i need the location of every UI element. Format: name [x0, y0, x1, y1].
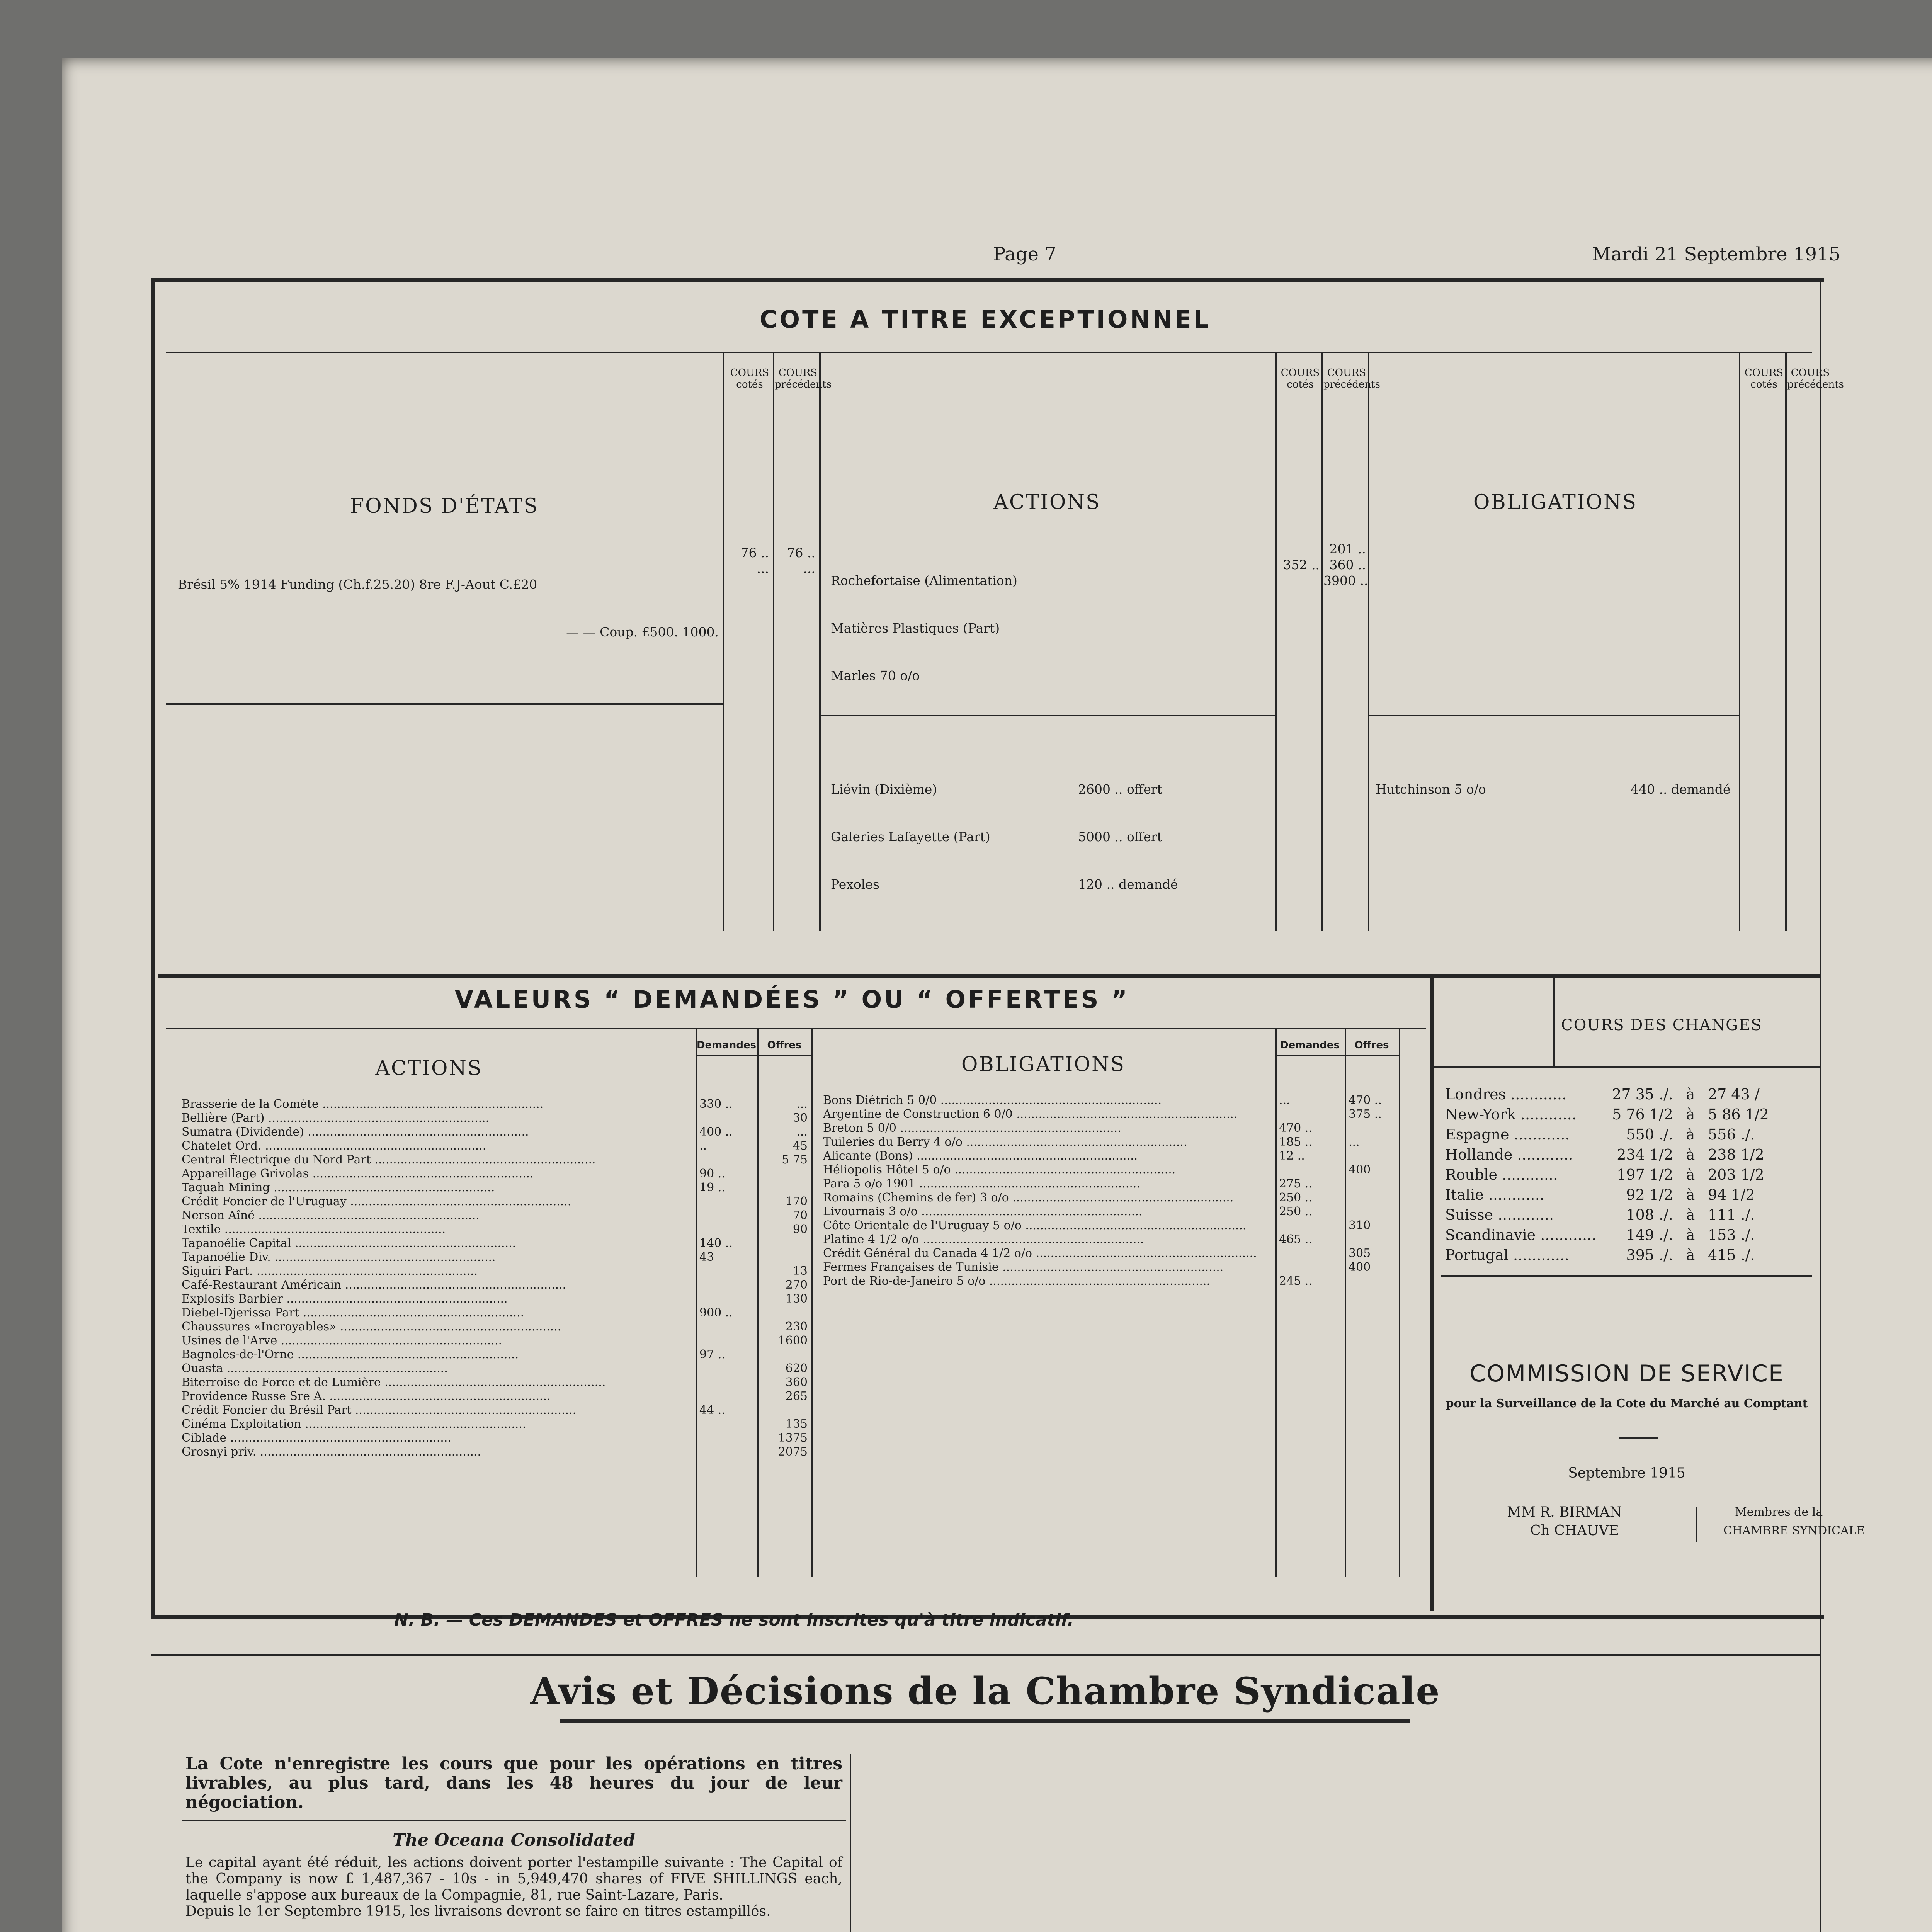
valeur-obligation-demande: 12 ..: [1279, 1149, 1305, 1163]
cours-label: COURS: [730, 367, 769, 379]
valeur-action-name: Appareillage Grivolas ............................................................: [182, 1167, 534, 1180]
fonds-list: Brésil 5% 1914 Funding (Ch.f.25.20) 8re F.J-Aout C.£20 — — Coup. £500. 1000.: [178, 577, 719, 639]
valeur-action-demande: [699, 1292, 753, 1306]
valeur-action-demande: [699, 1278, 753, 1292]
valeur-action-offre: 265: [785, 1389, 808, 1403]
valeurs-title: VALEURS “ DEMANDÉES ” OU “ OFFERTES ”: [455, 985, 1129, 1014]
avis-title: Avis et Décisions de la Chambre Syndicale: [530, 1669, 1440, 1713]
oceana-text: Le capital ayant été réduit, les actions doivent porter l'estampille suivante : The Capital of the Company is now £ 1,487,367 - 10s - in 5,949,470 shares of FIVE SHILLINGS each, laquelle s'appose aux bureaux de la Compagnie, 81, rue Saint-Lazare, Paris. Depuis le 1er Septembre 1915, les livraisons devront se faire en titres estampillés.: [185, 1855, 842, 1919]
cote-title: COTE A TITRE EXCEPTIONNEL: [759, 305, 1211, 333]
valeur-action-demande: [699, 1223, 753, 1236]
commission-month: Septembre 1915: [1568, 1465, 1685, 1481]
valeur-obligation-demande: 185 ..: [1279, 1135, 1312, 1149]
valeur-obligation-demande: 275 ..: [1279, 1177, 1312, 1190]
valeur-obligation-name: Platine 4 1/2 o/o ............................................................: [823, 1233, 1144, 1246]
valeur-obligation-name: Côte Orientale de l'Uruguay 5 o/o ............................................................: [823, 1219, 1247, 1232]
valeur-action-offre: 2075: [778, 1445, 808, 1459]
valeur-obligation-offre: [1349, 1191, 1395, 1205]
valeur-action-demande: 400 ..: [699, 1125, 733, 1139]
valeur-action-demande: [699, 1431, 753, 1445]
valeurs-obligations-list: [823, 1094, 1271, 1288]
avis-notice: La Cote n'enregistre les cours que pour les opérations en titres livrables, au plus tard, dans les 48 heures du jour de leur négociation.: [185, 1754, 842, 1812]
valeur-action-offre: 1375: [778, 1431, 808, 1445]
valeur-obligation-demande: 470 ..: [1279, 1121, 1312, 1135]
page-number: Page 7: [993, 243, 1056, 265]
valeur-action-name: Nerson Aîné ............................................................: [182, 1209, 480, 1222]
valeur-action-name: Ouasta ............................................................: [182, 1362, 448, 1375]
valeur-action-offre: [761, 1306, 808, 1320]
change-row: Rouble ............ 197 1/2 à 203 1/2: [1445, 1166, 1764, 1183]
valeur-action-offre: 13: [793, 1264, 808, 1278]
valeur-action-offre: 135: [785, 1417, 808, 1431]
valeur-action-demande: 90 ..: [699, 1167, 725, 1180]
valeur-obligation-name: Livournais 3 o/o ............................................................: [823, 1205, 1143, 1218]
valeur-obligation-offre: 310: [1349, 1219, 1371, 1232]
valeur-action-name: Biterroise de Force et de Lumière ............................................................: [182, 1376, 606, 1389]
valeur-action-name: Taquah Mining ............................................................: [182, 1181, 495, 1194]
valeur-obligation-offre: [1349, 1274, 1395, 1288]
valeur-obligation-offre: 375 ..: [1349, 1107, 1382, 1121]
valeur-action-offre: [761, 1403, 808, 1417]
commission-title: COMMISSION DE SERVICE: [1469, 1360, 1784, 1387]
change-row: Scandinavie ............ 149 ./. à 153 ./.: [1445, 1226, 1755, 1243]
valeur-action-name: Diebel-Djerissa Part ............................................................: [182, 1306, 524, 1320]
commission-names: MM R. BIRMAN Ch CHAUVE: [1507, 1504, 1622, 1539]
valeur-obligation-offre: 400: [1349, 1260, 1371, 1274]
valeur-action-offre: 620: [785, 1362, 808, 1375]
demandes-header: Demandes: [696, 1039, 757, 1051]
valeur-obligation-offre: [1349, 1177, 1395, 1191]
valeur-action-demande: 19 ..: [699, 1181, 725, 1194]
valeur-obligation-demande: [1279, 1163, 1341, 1177]
valeur-obligation-demande: 245 ..: [1279, 1274, 1312, 1288]
valeurs-actions-list: [182, 1097, 692, 1459]
obligations-heading: OBLIGATIONS: [1473, 491, 1638, 514]
change-row: Hollande ............ 234 1/2 à 238 1/2: [1445, 1146, 1764, 1163]
valeur-obligation-offre: 305: [1349, 1247, 1371, 1260]
valeur-action-name: Explosifs Barbier ............................................................: [182, 1292, 508, 1306]
valeur-action-name: Tapanoélie Capital ............................................................: [182, 1236, 516, 1250]
valeur-obligation-name: Breton 5 0/0 ............................................................: [823, 1121, 1121, 1135]
change-row: New-York ............ 5 76 1/2 à 5 86 1/2: [1445, 1106, 1769, 1123]
valeur-action-name: Ciblade ............................................................: [182, 1431, 451, 1445]
valeur-action-offre: [761, 1236, 808, 1250]
valeur-obligation-demande: 465 ..: [1279, 1233, 1312, 1246]
valeur-action-offre: 230: [785, 1320, 808, 1333]
valeur-action-demande: [699, 1153, 753, 1167]
valeur-action-offre: 70: [793, 1209, 808, 1222]
valeur-obligation-name: Héliopolis Hôtel 5 o/o ............................................................: [823, 1163, 1176, 1177]
valeur-action-name: Tapanoélie Div. ............................................................: [182, 1250, 496, 1264]
valeur-action-name: Providence Russe Sre A. ............................................................: [182, 1389, 551, 1403]
valeur-action-demande: 140 ..: [699, 1236, 733, 1250]
valeur-obligation-name: Para 5 o/o 1901 ............................................................: [823, 1177, 1140, 1190]
valeur-obligation-name: Argentine de Construction 6 0/0 ............................................................: [823, 1107, 1238, 1121]
valeur-action-offre: 1600: [778, 1334, 808, 1347]
valeurs-actions-heading: ACTIONS: [375, 1057, 483, 1080]
valeur-action-name: Grosnyi priv. ............................................................: [182, 1445, 481, 1459]
commission-members: Membres de la CHAMBRE SYNDICALE: [1723, 1505, 1865, 1537]
valeur-action-offre: 5 75: [782, 1153, 808, 1167]
commission-subtitle: pour la Surveillance de la Cote du Marché au Comptant: [1446, 1397, 1808, 1410]
valeur-action-demande: 97 ..: [699, 1348, 725, 1361]
valeur-action-demande: [699, 1264, 753, 1278]
valeur-action-name: Textile ............................................................: [182, 1223, 446, 1236]
valeur-action-demande: [699, 1389, 753, 1403]
valeur-action-offre: [761, 1348, 808, 1362]
offres-header: Offres: [767, 1039, 802, 1051]
valeur-action-name: Siguiri Part. ............................................................: [182, 1264, 478, 1278]
valeur-obligation-offre: 400: [1349, 1163, 1371, 1177]
valeur-action-offre: 270: [785, 1278, 808, 1292]
valeur-action-name: Sumatra (Dividende) ............................................................: [182, 1125, 529, 1139]
changes-title: COURS DES CHANGES: [1561, 1016, 1762, 1034]
valeur-obligation-name: Bons Diétrich 5 0/0 ............................................................: [823, 1094, 1162, 1107]
valeur-action-demande: [699, 1376, 753, 1389]
valeur-action-demande: 900 ..: [699, 1306, 733, 1320]
cote-actions-offers: Liévin (Dixième) Galeries Lafayette (Part) Pexoles: [831, 782, 990, 892]
valeur-action-demande: [699, 1209, 753, 1223]
fonds-heading: FONDS D'ÉTATS: [350, 495, 539, 518]
valeur-obligation-name: Crédit Général du Canada 4 1/2 o/o ............................................................: [823, 1247, 1257, 1260]
valeur-action-name: Brasserie de la Comète ............................................................: [182, 1097, 544, 1111]
valeur-action-demande: [699, 1362, 753, 1376]
valeur-obligation-demande: [1279, 1219, 1341, 1233]
cote-rule: [166, 352, 1812, 353]
valeur-action-demande: [699, 1320, 753, 1334]
valeur-obligation-name: Tuileries du Berry 4 o/o ............................................................: [823, 1135, 1187, 1149]
valeur-action-name: Central Électrique du Nord Part ............................................................: [182, 1153, 596, 1167]
valeur-action-offre: 45: [793, 1139, 808, 1153]
valeur-action-offre: 90: [793, 1223, 808, 1236]
valeur-action-demande: [699, 1195, 753, 1209]
frame-right-rule: [1820, 278, 1821, 1932]
valeur-obligation-offre: ...: [1349, 1135, 1360, 1149]
valeur-obligation-demande: 250 ..: [1279, 1205, 1312, 1218]
valeur-action-offre: 30: [793, 1111, 808, 1125]
valeur-obligation-name: Fermes Françaises de Tunisie ............................................................: [823, 1260, 1224, 1274]
valeur-obligation-offre: [1349, 1121, 1395, 1135]
valeur-action-offre: [761, 1250, 808, 1264]
cote-obligations-offers: Hutchinson 5 o/o: [1376, 782, 1486, 797]
valeur-action-name: Chatelet Ord. ............................................................: [182, 1139, 486, 1153]
valeur-action-name: Café-Restaurant Américain ............................................................: [182, 1278, 566, 1292]
valeur-obligation-offre: [1349, 1149, 1395, 1163]
valeur-obligation-demande: 250 ..: [1279, 1191, 1312, 1204]
valeur-action-demande: 43: [699, 1250, 714, 1264]
valeur-action-demande: [699, 1445, 753, 1459]
valeur-action-demande: [699, 1111, 753, 1125]
valeur-action-offre: 130: [785, 1292, 808, 1306]
change-row: Suisse ............ 108 ./. à 111 ./.: [1445, 1206, 1755, 1223]
valeur-obligation-demande: [1279, 1107, 1341, 1121]
valeur-obligation-demande: [1279, 1260, 1341, 1274]
page-date: Mardi 21 Septembre 1915: [1592, 243, 1841, 265]
valeur-obligation-name: Port de Rio-de-Janeiro 5 o/o ............................................................: [823, 1274, 1211, 1288]
valeur-obligation-offre: [1349, 1233, 1395, 1247]
change-row: Italie ............ 92 1/2 à 94 1/2: [1445, 1186, 1755, 1203]
valeur-action-offre: ...: [796, 1125, 808, 1139]
oceana-title: The Oceana Consolidated: [393, 1830, 635, 1850]
valeurs-oblig-heading: OBLIGATIONS: [961, 1053, 1126, 1076]
valeur-action-offre: 360: [785, 1376, 808, 1389]
valeur-action-name: Bagnoles-de-l'Orne ............................................................: [182, 1348, 519, 1361]
valeur-action-demande: [699, 1417, 753, 1431]
valeur-action-demande: 44 ..: [699, 1403, 725, 1417]
cote-actions-list: Rochefortaise (Alimentation) Matières Plastiques (Part) Marles 70 o/o: [831, 573, 1017, 683]
page-content: Page 7 Mardi 21 Septembre 1915 COTE A TITRE EXCEPTIONNEL COURS cotés COURS précédents COURS cotés COURS précédents COURS cotés COURS précédents FONDS D'ÉTATS ACTIONS OBLIGATIONS Brésil 5% 1914 Funding (Ch.f.25.20) 8re F.J-Aout C.£20 — — Coup. £500. 1000. 76 .. ... 76 .. ... Rochefortaise (Alimentation) Matières Plastiques (Part) Marles 70 o/o 352 .. 201 .. 360 .. 3900 .. Liévin (Dixième) Galeries Lafayette (Part) Pexoles 2600 .. offert 5000 .. offert 120 .. demandé Hutchinson 5 o/o 440 .. demandé VALEURS “ DEMANDÉES ” OU “ OFFERTES ” Demandes Offres Demandes Offres ACTIONS OBLIGATIONS Brasserie de la Comète ............................................................ Bellière (Part) ............................................................ Sumatra (Dividende) ............................................................ Chatelet Ord. ............................................................ Central Électrique du Nord Part ............................................................ Appareillage Grivolas ............................................................ Taquah Mining ............................................................ Crédit Foncier de l'Uruguay ............................................................ Nerson Aîné ............................................................ Textile ............................................................ Tapanoélie Capital ............................................................ Tapanoélie Div. ............................................................ Siguiri Part. ............................................................ Café-Restaurant Américain ............................................................ Explosifs Barbier ............................................................ Diebel-Djerissa Part ............................................................ Chaussures «Incroyables» ............................................................ Usines de l'Arve ............................................................ Bagnoles-de-l'Orne ............................................................ Ouasta ............................................................ Biterroise de Force et de Lumière ............................................................ Providence Russe Sre A. ............................................................ Crédit Foncier du Brésil Part ............................................................ Cinéma Exploitation ............................................................ Ciblade ............................................................ Grosnyi priv. ............................................................ 330 .. 400 .. .. 90 .. 19 .. 140 .. 43 900 .. 97 .. 44 .. ... 30 ... 45 5 75 170 70 90 13 270 130 230 1600 620 360 265 135 1375 2075 Bons Diétrich 5 0/0 ............................................................ Argentine de Construction 6 0/0 ............................................................ Breton 5 0/0 ............................................................ Tuileries du Berry 4 o/o ............................................................ Alicante (Bons) ............................................................ Héliopolis Hôtel 5 o/o ............................................................ Para 5 o/o 1901 ............................................................ Romains (Chemins de fer) 3 o/o ............................................................ Livournais 3 o/o ............................................................ Côte Orientale de l'Uruguay 5 o/o ............................................................ Platine 4 1/2 o/o ............................................................ Crédit Général du Canada 4 1/2 o/o ............................................................ Fermes Françaises de Tunisie ............................................................ Port de Rio-de-Janeiro 5 o/o ............................................................ ... 470 .. 185 .. 12 .. 275 .. 250 .. 250 .. 465 .. 245 .. 470 .. 375 .. ... 400 310 305 400 N. B. — Ces DEMANDES et OFFRES ne sont inscrites qu'à titre indicatif. COURS DES CHANGES Londres ............ 27 35 ./. à 27 43 / New-York ............ 5 76 1/2 à 5 86 1/2 Espagne ............ 550 ./. à 556 ./. Hollande ............ 234 1/2 à 238 1/2 Rouble ............ 197 1/2 à 203 1/2 Italie ............ 92 1/2 à 94 1/2 Suisse ............ 108 ./. à 111 ./. Scandinavie ............ 149 ./. à 153 ./. Portugal ............ 395 ./. à 415 ./. COMMISSION DE SERVICE pour la Surveillance de la Cote du Marché au Comptant Septembre 1915 MM R. BIRMAN Ch CHAUVE Membres de la CHAMBRE SYNDICALE Avis et Décisions de la Chambre Syndicale La Cote n'enregistre les cours que pour les opérations en titres livrables, au plus tard, dans les 48 heures du jour de leur négociation. The Oceana Consolidated Le capital ayant été réduit, les actions doivent porter l'estampille suivante : The Capital of the Company is now £ 1,487,367 - 10s - in 5,949,470 shares of FIVE SHILLINGS each, laquelle s'appose aux bureaux de la Compagnie, 81, rue Saint-Lazare, Paris. Depuis le 1er Septembre 1915, les livraisons devront se faire en titres estampillés.: [124, 58, 1909, 1932]
valeur-obligation-name: Alicante (Bons) ............................................................: [823, 1149, 1138, 1163]
valeur-obligation-demande: ...: [1279, 1094, 1290, 1107]
valeur-action-name: Crédit Foncier du Brésil Part ............................................................: [182, 1403, 577, 1417]
valeur-obligation-demande: [1279, 1247, 1341, 1260]
valeur-action-offre: ...: [796, 1097, 808, 1111]
change-row: Portugal ............ 395 ./. à 415 ./.: [1445, 1247, 1755, 1264]
changes-table: [1445, 1086, 1816, 1267]
valeur-obligation-offre: [1349, 1205, 1395, 1219]
valeur-obligation-name: Romains (Chemins de fer) 3 o/o ............................................................: [823, 1191, 1234, 1204]
change-row: Espagne ............ 550 ./. à 556 ./.: [1445, 1126, 1755, 1143]
valeur-action-name: Crédit Foncier de l'Uruguay ............................................................: [182, 1195, 571, 1208]
valeur-action-offre: [761, 1167, 808, 1181]
valeur-action-demande: [699, 1334, 753, 1348]
valeur-action-offre: [761, 1181, 808, 1195]
change-row: Londres ............ 27 35 ./. à 27 43 /: [1445, 1086, 1760, 1103]
valeur-action-demande: ..: [699, 1139, 707, 1153]
valeurs-note: N. B. — Ces DEMANDES et OFFRES ne sont inscrites qu'à titre indicatif.: [394, 1610, 1074, 1630]
valeur-action-offre: 170: [785, 1195, 808, 1208]
valeur-action-name: Chaussures «Incroyables» ............................................................: [182, 1320, 561, 1333]
actions-heading: ACTIONS: [993, 491, 1101, 514]
valeur-obligation-offre: 470 ..: [1349, 1094, 1382, 1107]
valeur-action-name: Bellière (Part) ............................................................: [182, 1111, 490, 1125]
valeur-action-demande: 330 ..: [699, 1097, 733, 1111]
valeur-action-name: Usines de l'Arve ............................................................: [182, 1334, 502, 1347]
valeur-action-name: Cinéma Exploitation ............................................................: [182, 1417, 526, 1431]
